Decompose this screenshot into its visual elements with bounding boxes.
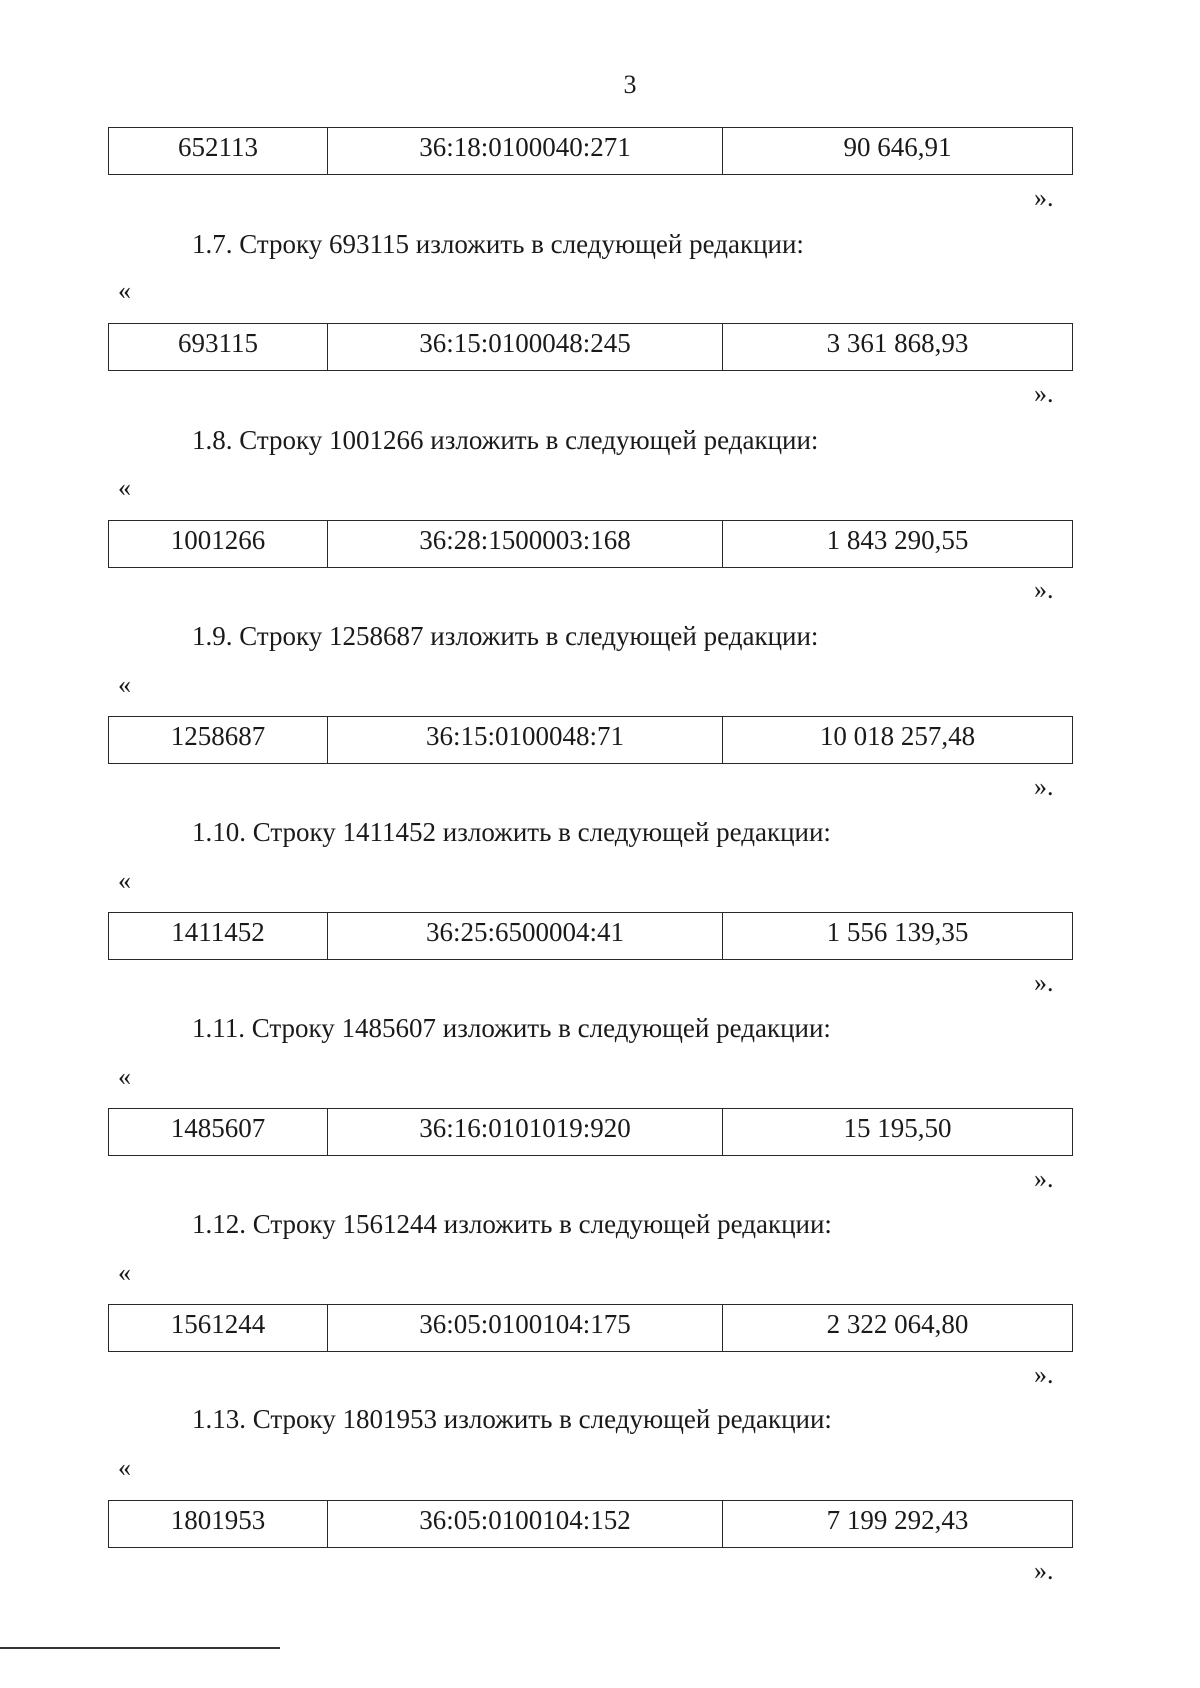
closing-quote: ».: [1034, 1360, 1054, 1389]
table-row: [108, 127, 1073, 175]
closing-quote: ».: [1034, 772, 1054, 801]
value-cell: 15 195,50: [723, 1109, 1073, 1156]
amendment-text: 1.11. Строку 1485607 изложить в следующей редакции:: [192, 1013, 831, 1043]
opening-quote: «: [118, 1453, 131, 1482]
value-cell: 3 361 868,93: [723, 324, 1073, 371]
row-number-cell: 1485607: [109, 1109, 328, 1156]
table-row: [108, 912, 1073, 960]
amendment-text: 1.12. Строку 1561244 изложить в следующей редакции:: [192, 1209, 832, 1239]
value-cell: 1 843 290,55: [723, 521, 1073, 568]
closing-quote: ».: [1034, 183, 1054, 212]
opening-quote: «: [118, 866, 131, 895]
closing-quote: ».: [1034, 379, 1054, 408]
opening-quote: «: [118, 1062, 131, 1091]
table-row: [108, 1500, 1073, 1548]
opening-quote: «: [118, 670, 131, 699]
value-cell: 90 646,91: [723, 128, 1073, 175]
cadastral-number-cell: 36:25:6500004:41: [328, 913, 723, 960]
table-row: [108, 520, 1073, 568]
closing-quote: ».: [1034, 1556, 1054, 1585]
row-number-cell: 1561244: [109, 1305, 328, 1352]
opening-quote: «: [118, 473, 131, 502]
amendment-text: 1.13. Строку 1801953 изложить в следующей редакции:: [192, 1404, 832, 1434]
opening-quote: «: [118, 276, 131, 305]
row-number-cell: 1411452: [109, 913, 328, 960]
table-row: [108, 323, 1073, 371]
row-number-cell: 693115: [109, 324, 328, 371]
value-cell: 2 322 064,80: [723, 1305, 1073, 1352]
row-number-cell: 1258687: [109, 717, 328, 764]
amendment-text: 1.7. Строку 693115 изложить в следующей редакции:: [192, 229, 804, 259]
cadastral-number-cell: 36:15:0100048:245: [328, 324, 723, 371]
closing-quote: ».: [1034, 1164, 1054, 1193]
cadastral-number-cell: 36:18:0100040:271: [328, 128, 723, 175]
footer-divider: [0, 1647, 280, 1649]
row-number-cell: 1801953: [109, 1501, 328, 1548]
closing-quote: ».: [1034, 968, 1054, 997]
row-number-cell: 652113: [109, 128, 328, 175]
cadastral-number-cell: 36:05:0100104:175: [328, 1305, 723, 1352]
closing-quote: ».: [1034, 575, 1054, 604]
cadastral-number-cell: 36:28:1500003:168: [328, 521, 723, 568]
row-number-cell: 1001266: [109, 521, 328, 568]
cadastral-number-cell: 36:15:0100048:71: [328, 717, 723, 764]
amendment-text: 1.8. Строку 1001266 изложить в следующей редакции:: [192, 425, 819, 455]
amendment-text: 1.9. Строку 1258687 изложить в следующей редакции:: [192, 621, 819, 651]
value-cell: 10 018 257,48: [723, 717, 1073, 764]
amendment-text: 1.10. Строку 1411452 изложить в следующей редакции:: [192, 817, 831, 847]
page-number: 3: [623, 70, 637, 99]
cadastral-number-cell: 36:16:0101019:920: [328, 1109, 723, 1156]
cadastral-number-cell: 36:05:0100104:152: [328, 1501, 723, 1548]
table-row: [108, 1304, 1073, 1352]
table-row: [108, 1108, 1073, 1156]
table-row: [108, 716, 1073, 764]
value-cell: 1 556 139,35: [723, 913, 1073, 960]
opening-quote: «: [118, 1258, 131, 1287]
value-cell: 7 199 292,43: [723, 1501, 1073, 1548]
